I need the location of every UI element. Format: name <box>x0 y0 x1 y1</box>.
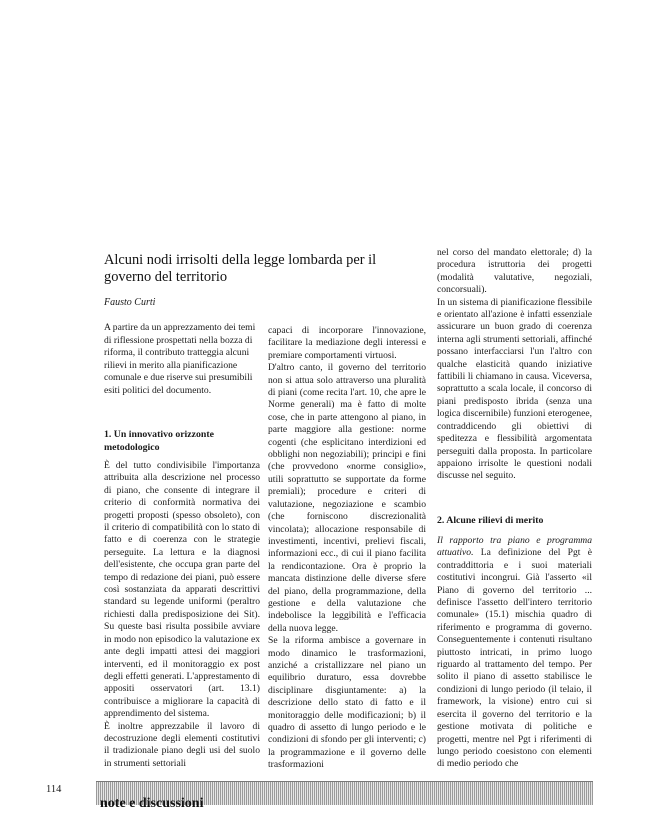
paragraph: Se la riforma ambisce a governare in modo dinamico le trasformazioni, anziché a cristallizzare nel piano un equilibrio duraturo, essa dovrebbe disciplinare disgiuntamente: a) la descrizione dello stato di fatto e il monitoraggio delle modificazioni; b) il quadro di assetto di lungo periodo e le condizioni di sfondo per gli interventi; c) la programmazione e il governo delle trasformazioni <box>268 635 426 771</box>
page-number: 114 <box>46 784 62 795</box>
section-2-heading: 2. Alcune rilievi di merito <box>437 515 544 526</box>
section-1-heading: 1. Un innovativo orizzonte metodologico <box>104 429 214 453</box>
footer-divider <box>96 781 593 782</box>
paragraph-lead: Il rapporto tra piano e programma attuativo. <box>437 535 592 559</box>
paragraph: In un sistema di pianificazione flessibile e orientato all'azione è infatti essenziale assicurare un buon grado di coerenza interna agli strumenti settoriali, affinché possano interfacciarsi l'un l'altro con qualche elasticità quando iniziative fattibili li chiamano in causa. Viceversa, soprattutto a scala locale, il concorso di piani predisposto ibrida (senza una logica discernibile) funzioni eterogenee, contraddicendo gli obiettivi di speditezza e flessibilità argomentata perseguiti dalla proposta. In particolare appaiono irrisolte le questioni nodali discusse nel seguito. <box>437 296 592 482</box>
paragraph: È inoltre apprezzabile il lavoro di decostruzione degli elementi costitutivi il tradizionale piano degli usi del suolo in strumenti settoriali <box>104 720 260 769</box>
article-abstract <box>104 322 256 398</box>
text-column-middle <box>268 325 426 772</box>
text-column-right <box>437 247 592 483</box>
paragraph-body: La definizione del Pgt è contraddittoria e i suoi materiali costitutivi incongrui. Già l'asserto «il Piano di governo del territorio ... definisce l'assetto dell'intero territorio comunale» (15.1) mischia quadro di riferimento e programma di governo. Conseguentemente i contenuti risultano piuttosto intricati, in primo luogo riguardo al trattamento del tempo. Per solito il piano di assetto stabilisce le condizioni di lungo periodo (il telaio, il framework, la visione) entro cui si esercita il governo del territorio e la gestione motivata di politiche e progetti, mentre nel Pgt i riferimenti di lungo periodo coesistono con elementi di medio periodo che <box>437 547 592 770</box>
paragraph: D'altro canto, il governo del territorio non si attua solo attraverso una pluralità di piani (come recita l'art. 10, che apre le Norme generali) ma è fatto di molte cose, che in parte attengono al piano, in parte maggiore alla gestione: norme cogenti (che esplicitano interdizioni ed obblighi non negoziabili); principi e fini (che provvedono «norme consiglio», utili soprattutto se supportate da forme premiali); procedure e criteri di valutazione, negoziazione e scambio (che forniscono discrezionalità vincolata); allocazione responsabile di investimenti, incentivi, prelievi fiscali, informazioni ecc., di cui il piano facilita la rendicontazione. Ora è proprio la mancata distinzione delle diverse sfere del piano, della programmazione, della gestione e della valutazione che indebolisce la leggibilità e l'efficacia della nuova legge. <box>268 362 426 634</box>
text-column-left <box>104 460 260 770</box>
paragraph <box>437 535 592 771</box>
article-author: Fausto Curti <box>104 297 156 308</box>
text-column-right-lower <box>437 535 592 771</box>
article-title: Alcuni nodi irrisolti della legge lombarda per il governo del territorio <box>104 252 377 285</box>
paragraph: È del tutto condivisibile l'importanza attribuita alla descrizione nel processo di piano, che consente di integrare il criterio di conformità normativa dei progetti proposti (spesso obsoleto), con il criterio di compatibilità con lo stato di fatto e di coerenza con le strategie perseguite. La lettura e la diagnosi dell'esistente, che occupa gran parte del tempo di redazione dei piani, può essere così sostanziata da apparati descrittivi standard su legende uniformi (peraltro richiesti dalla predisposizione dei Sit). Su queste basi risulta possibile avviare in modo non episodico la valutazione ex ante degli impatti attesi dei maggiori interventi, ed il monitoraggio ex post degli effetti generati. L'apprestamento di appositi osservatori (art. 13.1) contribuisce a migliorare la capacità di apprendimento del sistema. <box>104 460 260 720</box>
abstract-text: A partire da un apprezzamento dei temi di riflessione prospettati nella bozza di riforma, il contributo tratteggia alcuni rilievi in merito alla pianificazione comunale e due riserve sui presumibili esiti politici del documento. <box>104 322 256 396</box>
journal-section-label: note e discussioni <box>100 796 204 811</box>
paragraph: nel corso del mandato elettorale; d) la procedura istruttoria dei progetti (modalità valutative, negoziali, concorsuali). <box>437 247 592 296</box>
paragraph: capaci di incorporare l'innovazione, facilitare la mediazione degli interessi e premiare comportamenti virtuosi. <box>268 325 426 361</box>
